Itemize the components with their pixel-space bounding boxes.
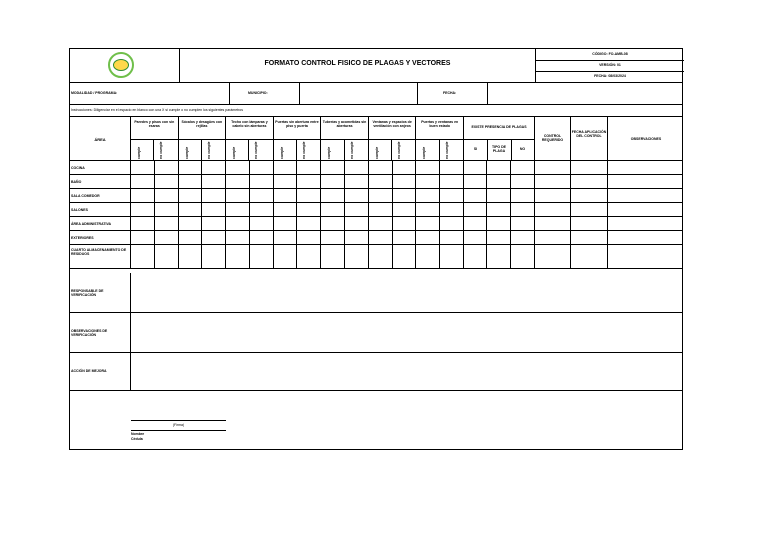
check-cell[interactable] — [226, 175, 250, 188]
group-title: Paredes y pisos con sin esaras — [134, 120, 175, 128]
no-cumple-col — [249, 139, 272, 160]
no-cumple-col — [440, 139, 463, 160]
check-cell[interactable] — [202, 175, 226, 188]
check-cell[interactable] — [131, 161, 155, 174]
cumple-label: cumple — [137, 146, 141, 159]
meta-cell — [536, 49, 684, 82]
input-cell[interactable] — [464, 189, 487, 202]
no-cumple-label: no cumple — [301, 141, 306, 159]
input-cell[interactable] — [608, 245, 684, 268]
check-cell[interactable] — [297, 203, 321, 216]
area-label: ÁREA ADMINISTRATIVA — [71, 222, 112, 226]
group-header-cell — [416, 117, 464, 160]
presence-tipo: TIPO DE PLAGA — [491, 145, 506, 153]
input-cell[interactable] — [571, 203, 608, 216]
presence-no: NO — [519, 147, 526, 151]
check-cell[interactable] — [416, 245, 440, 268]
input-cell[interactable] — [608, 203, 684, 216]
group-header-cell — [179, 117, 227, 160]
footer-label-cell — [70, 313, 131, 352]
name-line — [131, 430, 226, 431]
no-cumple-label: no cumple — [349, 141, 354, 159]
check-cell[interactable] — [179, 161, 203, 174]
check-cell[interactable] — [321, 203, 345, 216]
group-title-box — [226, 117, 273, 140]
input-cell[interactable] — [511, 161, 535, 174]
table-row — [70, 245, 682, 269]
table-row — [70, 161, 682, 175]
no-cumple-col — [297, 139, 320, 160]
control-header-cell — [535, 117, 571, 160]
input-cell[interactable] — [511, 175, 535, 188]
input-cell[interactable] — [511, 203, 535, 216]
check-cell[interactable] — [321, 231, 345, 244]
check-cell[interactable] — [369, 175, 393, 188]
area-label: CUARTO ALMACENAMIENTO DE RESIDUOS — [71, 248, 127, 256]
area-label-cell — [70, 203, 131, 216]
no-cumple-col — [202, 139, 225, 160]
date-box — [536, 71, 684, 83]
presence-header-cell — [464, 117, 535, 160]
input-cell[interactable] — [487, 161, 511, 174]
check-cell[interactable] — [393, 203, 417, 216]
area-label-cell — [70, 231, 131, 244]
footer-label-cell — [70, 353, 131, 390]
input-cell[interactable] — [571, 245, 608, 268]
check-cell[interactable] — [440, 189, 464, 202]
cumple-label: cumple — [327, 146, 332, 159]
presence-tipo-box — [487, 139, 512, 160]
input-cell[interactable] — [571, 217, 608, 230]
check-cell[interactable] — [274, 175, 298, 188]
input-cell[interactable] — [608, 175, 684, 188]
check-cell[interactable] — [321, 217, 345, 230]
input-cell[interactable] — [464, 161, 487, 174]
input-cell[interactable] — [535, 161, 571, 174]
check-cell[interactable] — [416, 189, 440, 202]
check-cell[interactable] — [416, 231, 440, 244]
group-header-cell — [131, 117, 179, 160]
check-cell[interactable] — [369, 203, 393, 216]
presence-si-box — [464, 139, 488, 160]
check-cell[interactable] — [274, 245, 298, 268]
check-cell[interactable] — [416, 217, 440, 230]
area-label-cell — [70, 189, 131, 202]
fecha-label-cell — [418, 83, 488, 104]
check-cell[interactable] — [155, 231, 179, 244]
check-cell[interactable] — [179, 175, 203, 188]
observaciones-header: OBSERVACIONES — [630, 137, 662, 141]
title-cell — [180, 49, 536, 82]
logo-icon — [108, 52, 134, 78]
footer-row — [70, 273, 682, 313]
presence-si: SI — [473, 147, 478, 151]
check-cell[interactable] — [440, 175, 464, 188]
check-cell[interactable] — [345, 175, 369, 188]
no-cumple-label: no cumple — [159, 141, 164, 159]
check-cell[interactable] — [393, 161, 417, 174]
area-label: EXTERIORES — [71, 236, 94, 240]
no-cumple-label: no cumple — [444, 141, 449, 159]
cumple-col — [369, 139, 392, 160]
group-title: Techo con lámparas y cabelo sin aberturas — [231, 120, 268, 128]
check-cell[interactable] — [131, 189, 155, 202]
no-cumple-label: no cumple — [397, 141, 402, 159]
control-header: CONTROL REQUERIDO — [541, 134, 564, 142]
check-cell[interactable] — [155, 189, 179, 202]
check-cell[interactable] — [393, 189, 417, 202]
check-cell[interactable] — [274, 217, 298, 230]
check-cell[interactable] — [250, 231, 274, 244]
group-title-box — [131, 117, 178, 140]
table-row — [70, 175, 682, 189]
area-label: SALONES — [71, 208, 88, 212]
check-cell[interactable] — [369, 189, 393, 202]
cumple-label: cumple — [184, 146, 189, 159]
area-label-cell — [70, 161, 131, 174]
check-cell[interactable] — [345, 217, 369, 230]
check-cell[interactable] — [440, 245, 464, 268]
input-cell[interactable] — [571, 175, 608, 188]
check-cell[interactable] — [226, 189, 250, 202]
check-cell[interactable] — [297, 175, 321, 188]
check-cell[interactable] — [250, 175, 274, 188]
footer-field[interactable] — [131, 313, 684, 352]
check-cell[interactable] — [416, 203, 440, 216]
group-title-box — [369, 117, 416, 140]
signature-area — [131, 415, 226, 445]
check-cell[interactable] — [179, 203, 203, 216]
check-cell[interactable] — [345, 245, 369, 268]
cumple-label: cumple — [422, 146, 427, 159]
check-cell[interactable] — [155, 175, 179, 188]
no-cumple-label: no cumple — [254, 141, 259, 159]
no-cumple-col — [154, 139, 177, 160]
check-cell[interactable] — [369, 245, 393, 268]
cumple-col — [131, 139, 154, 160]
input-cell[interactable] — [487, 175, 511, 188]
form-date: FECHA: 08/03/2024 — [594, 74, 626, 78]
input-cell[interactable] — [464, 203, 487, 216]
check-cell[interactable] — [393, 175, 417, 188]
area-label-cell — [70, 245, 131, 268]
input-cell[interactable] — [487, 203, 511, 216]
check-cell[interactable] — [321, 245, 345, 268]
input-cell[interactable] — [511, 217, 535, 230]
table-row — [70, 189, 682, 203]
presence-header: EXISTE PRESENCIA DE PLAGAS — [471, 125, 527, 129]
input-cell[interactable] — [487, 217, 511, 230]
cedula-label: Cédula — [131, 437, 143, 441]
check-cell[interactable] — [202, 189, 226, 202]
form-code: CÓDIGO: FO-AMB-08 — [592, 52, 628, 56]
input-cell[interactable] — [535, 175, 571, 188]
area-header: ÁREA — [94, 137, 106, 142]
signature-line[interactable] — [131, 420, 226, 421]
check-cell[interactable] — [202, 217, 226, 230]
check-cell[interactable] — [369, 217, 393, 230]
fecha-control-header: FECHA APLICACIÓN DEL CONTROL — [571, 130, 607, 138]
input-cell[interactable] — [487, 245, 511, 268]
input-cell[interactable] — [464, 231, 487, 244]
check-cell[interactable] — [440, 161, 464, 174]
footer-label: RESPONSABLE DE VERIFICACIÓN — [71, 289, 104, 297]
check-cell[interactable] — [321, 175, 345, 188]
check-cell[interactable] — [274, 231, 298, 244]
group-title-box — [274, 117, 321, 140]
logo-cell — [70, 49, 180, 82]
check-cell[interactable] — [131, 175, 155, 188]
cumple-label: cumple — [232, 146, 237, 159]
check-cell[interactable] — [321, 189, 345, 202]
check-cell[interactable] — [250, 203, 274, 216]
check-cell[interactable] — [155, 245, 179, 268]
input-cell[interactable] — [535, 231, 571, 244]
cumple-label: cumple — [374, 146, 379, 159]
cumple-col — [416, 139, 439, 160]
check-cell[interactable] — [345, 203, 369, 216]
input-cell[interactable] — [535, 217, 571, 230]
footer-field[interactable] — [131, 273, 684, 312]
check-cell[interactable] — [416, 175, 440, 188]
input-cell[interactable] — [535, 203, 571, 216]
check-cell[interactable] — [345, 231, 369, 244]
footer-label: ACCIÓN DE MEJORA — [71, 369, 107, 373]
check-cell[interactable] — [393, 231, 417, 244]
presence-no-box — [511, 139, 534, 160]
municipio-field[interactable] — [300, 83, 418, 104]
footer-label: OBSERVACIONES DE VERIFICACIÓN — [71, 329, 108, 337]
footer-label-cell — [70, 273, 131, 312]
input-cell[interactable] — [464, 245, 487, 268]
no-cumple-col — [392, 139, 415, 160]
input-cell[interactable] — [608, 161, 684, 174]
check-cell[interactable] — [297, 231, 321, 244]
info-row — [70, 83, 682, 105]
check-cell[interactable] — [274, 189, 298, 202]
check-cell[interactable] — [155, 203, 179, 216]
cumple-col — [321, 139, 344, 160]
check-cell[interactable] — [179, 189, 203, 202]
check-cell[interactable] — [440, 203, 464, 216]
input-cell[interactable] — [608, 189, 684, 202]
input-cell[interactable] — [571, 231, 608, 244]
check-cell[interactable] — [440, 217, 464, 230]
instructions-text: Instrucciones: Diligenciar en el espacio en blanco con una X si cumple o no cumplen los siguientes parámetros — [71, 108, 243, 112]
input-cell[interactable] — [487, 231, 511, 244]
group-title: Puertas sin abertura entre piso y puerta — [275, 120, 319, 128]
no-cumple-label: no cumple — [206, 141, 211, 159]
check-cell[interactable] — [226, 161, 250, 174]
table-header — [70, 117, 682, 161]
no-cumple-col — [345, 139, 368, 160]
municipio-label-cell — [230, 83, 300, 104]
check-cell[interactable] — [250, 245, 274, 268]
check-cell[interactable] — [155, 161, 179, 174]
check-cell[interactable] — [369, 231, 393, 244]
check-cell[interactable] — [393, 217, 417, 230]
check-cell[interactable] — [297, 245, 321, 268]
input-cell[interactable] — [571, 189, 608, 202]
footer-field[interactable] — [131, 353, 684, 390]
group-title-box — [416, 117, 463, 140]
fecha-control-header-cell — [571, 117, 608, 160]
check-cell[interactable] — [321, 161, 345, 174]
municipio-label: MUNICIPIO: — [248, 91, 268, 95]
group-title: Sócalos y desagües con rejillas — [181, 120, 223, 128]
group-header-cell — [369, 117, 417, 160]
fecha-label: FECHA: — [443, 91, 457, 95]
check-cell[interactable] — [202, 161, 226, 174]
check-cell[interactable] — [202, 231, 226, 244]
nombre-label: Nombre — [131, 432, 145, 436]
area-label-cell — [70, 217, 131, 230]
check-cell[interactable] — [393, 245, 417, 268]
check-cell[interactable] — [179, 245, 203, 268]
input-cell[interactable] — [487, 189, 511, 202]
form-sheet — [69, 48, 683, 450]
group-header-cell — [274, 117, 322, 160]
group-title: Tuberías y acometidas sin aberturas — [322, 120, 367, 128]
check-cell[interactable] — [274, 203, 298, 216]
observaciones-header-cell — [608, 117, 684, 160]
group-header-cell — [226, 117, 274, 160]
check-cell[interactable] — [131, 203, 155, 216]
area-label-cell — [70, 175, 131, 188]
check-cell[interactable] — [250, 189, 274, 202]
cumple-col — [274, 139, 297, 160]
input-cell[interactable] — [608, 231, 684, 244]
check-cell[interactable] — [155, 217, 179, 230]
input-cell[interactable] — [535, 245, 571, 268]
input-cell[interactable] — [511, 189, 535, 202]
check-cell[interactable] — [179, 231, 203, 244]
fecha-field[interactable] — [488, 83, 684, 104]
check-cell[interactable] — [226, 245, 250, 268]
input-cell[interactable] — [535, 189, 571, 202]
group-header-cell — [321, 117, 369, 160]
check-cell[interactable] — [274, 161, 298, 174]
group-title: Puertas y ventanas en buen estado — [421, 120, 459, 128]
group-title-box — [179, 117, 226, 140]
check-cell[interactable] — [131, 245, 155, 268]
input-cell[interactable] — [464, 175, 487, 188]
area-label: COCINA — [71, 166, 85, 170]
check-cell[interactable] — [416, 161, 440, 174]
check-cell[interactable] — [226, 231, 250, 244]
check-cell[interactable] — [345, 161, 369, 174]
group-title-box — [321, 117, 368, 140]
check-cell[interactable] — [297, 189, 321, 202]
form-title: FORMATO CONTROL FISICO DE PLAGAS Y VECTORES — [264, 60, 451, 67]
table-row — [70, 231, 682, 245]
input-cell[interactable] — [571, 161, 608, 174]
check-cell[interactable] — [250, 217, 274, 230]
table-row — [70, 217, 682, 231]
footer-row — [70, 353, 682, 391]
presence-title-box — [464, 117, 534, 140]
check-cell[interactable] — [297, 217, 321, 230]
check-cell[interactable] — [226, 217, 250, 230]
check-cell[interactable] — [369, 161, 393, 174]
check-cell[interactable] — [131, 231, 155, 244]
group-title: Ventanas y espacios de ventilación con anjeos — [372, 120, 412, 128]
check-cell[interactable] — [250, 161, 274, 174]
cumple-label: cumple — [279, 146, 284, 159]
area-label: BAÑO — [71, 180, 82, 184]
check-cell[interactable] — [345, 189, 369, 202]
cumple-col — [226, 139, 249, 160]
instructions-row — [70, 105, 682, 117]
input-cell[interactable] — [511, 231, 535, 244]
check-cell[interactable] — [202, 245, 226, 268]
input-cell[interactable] — [511, 245, 535, 268]
modalidad-label: MODALIDAD / PROGRAMA: — [71, 91, 118, 95]
firma-label: (Firma) — [172, 423, 185, 427]
cumple-col — [179, 139, 202, 160]
check-cell[interactable] — [202, 203, 226, 216]
input-cell[interactable] — [464, 217, 487, 230]
area-header-cell — [70, 117, 131, 160]
form-version: VERSIÓN: 01 — [599, 63, 621, 67]
check-cell[interactable] — [179, 217, 203, 230]
check-cell[interactable] — [131, 217, 155, 230]
footer-row — [70, 313, 682, 353]
check-cell[interactable] — [226, 203, 250, 216]
check-cell[interactable] — [440, 231, 464, 244]
check-cell[interactable] — [297, 161, 321, 174]
input-cell[interactable] — [608, 217, 684, 230]
area-label: SALA COMEDOR — [71, 194, 100, 198]
modalidad-label-cell — [70, 83, 230, 104]
header-row — [70, 49, 682, 83]
table-row — [70, 203, 682, 217]
